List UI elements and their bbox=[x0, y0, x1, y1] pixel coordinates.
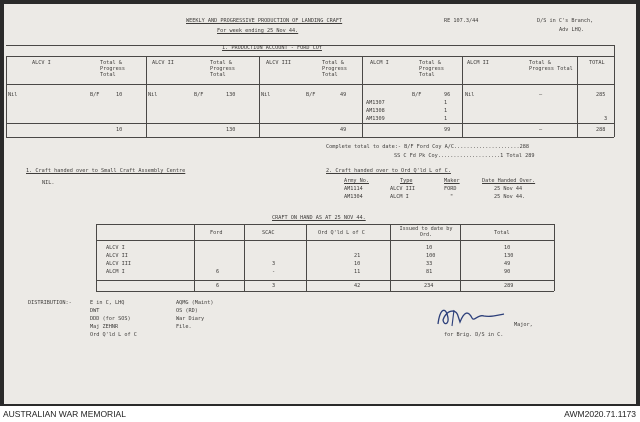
hand-scac: 3 bbox=[272, 261, 276, 267]
hand-rule bbox=[460, 224, 461, 291]
hdr-total-5: Total & Progress Total bbox=[529, 60, 573, 72]
hdr-alcm2: ALCM II bbox=[467, 60, 489, 66]
hand-rule bbox=[306, 224, 307, 291]
doc-title: WEEKLY AND PROGRESSIVE PRODUCTION OF LANDING CRAFT bbox=[186, 18, 343, 24]
dist-item: DWT bbox=[90, 308, 100, 314]
tot-c6: 49 bbox=[340, 127, 347, 133]
hand-total: 10 bbox=[504, 245, 511, 251]
hdr-total-4: Total & Progress Total bbox=[419, 60, 444, 78]
r1-alcv1: Nil bbox=[8, 92, 18, 98]
doc-ref: RE 107.3/44 bbox=[444, 18, 479, 24]
hand-ord: 10 bbox=[354, 261, 361, 267]
sign-rank: Major, bbox=[514, 322, 533, 328]
dist-item: OS (RD) bbox=[176, 308, 198, 314]
alcm-code: AM1309 bbox=[366, 116, 385, 122]
ord-row-type: ALCV III bbox=[390, 186, 415, 192]
dist-item: AQMG (Maint) bbox=[176, 300, 214, 306]
hand-rule bbox=[96, 280, 554, 281]
hand-grand-total: 289 bbox=[504, 283, 514, 289]
footer-accession: AWM2020.71.1173 bbox=[564, 409, 636, 419]
table1-col-rule bbox=[146, 56, 147, 137]
table1-body-rule bbox=[6, 84, 614, 85]
hand-ord-total: 42 bbox=[354, 283, 361, 289]
table1-total-rule bbox=[6, 123, 614, 124]
hdr-total: TOTAL bbox=[589, 60, 605, 66]
alcm-extra-total: 3 bbox=[604, 116, 608, 122]
hand-scac-total: 3 bbox=[272, 283, 276, 289]
hand-total: 49 bbox=[504, 261, 511, 267]
alcm-count: 1 bbox=[444, 116, 448, 122]
hand-type: ALCM I bbox=[106, 269, 125, 275]
dist-item: War Diary bbox=[176, 316, 205, 322]
ord-row-maker: FORD bbox=[444, 186, 457, 192]
doc-from-line2: Adv LHQ. bbox=[559, 27, 584, 33]
table1-col-rule bbox=[614, 45, 615, 137]
section1-heading: 1. PRODUCTION ACCOUNT - FORD COY bbox=[222, 45, 322, 51]
hdr-total-2: Total & Progress Total bbox=[210, 60, 235, 78]
hand-rule bbox=[96, 224, 554, 225]
hand-issued-total: 234 bbox=[424, 283, 434, 289]
hand-ord: 21 bbox=[354, 253, 361, 259]
hand-rule bbox=[194, 224, 195, 291]
ord-col-type: Type bbox=[400, 178, 413, 184]
doc-from-line1: D/S in C's Branch, bbox=[537, 18, 594, 24]
r1-val3: 49 bbox=[340, 92, 347, 98]
hand-rule bbox=[96, 291, 554, 292]
hand-issued: 33 bbox=[426, 261, 433, 267]
alcm-code: AM1308 bbox=[366, 108, 385, 114]
distribution-label: DISTRIBUTION:- bbox=[28, 300, 72, 306]
table1-col-rule bbox=[6, 56, 7, 137]
tot-c8: 99 bbox=[444, 127, 451, 133]
doc-subtitle: For week ending 25 Nov 44. bbox=[217, 28, 299, 34]
r1-total: 285 bbox=[596, 92, 606, 98]
tot-c2: 10 bbox=[116, 127, 123, 133]
hand-issued: 81 bbox=[426, 269, 433, 275]
ord-row-army: AM1304 bbox=[344, 194, 363, 200]
hand-ford-total: 6 bbox=[216, 283, 220, 289]
hand-heading: CRAFT ON HAND AS AT 25 NOV 44. bbox=[272, 215, 366, 221]
tot-c4: 130 bbox=[226, 127, 236, 133]
r1-alcv2: Nil bbox=[148, 92, 158, 98]
table1-col-rule bbox=[577, 56, 578, 137]
alcm-count: 1 bbox=[444, 100, 448, 106]
signature bbox=[434, 304, 514, 330]
table1-col-rule bbox=[259, 56, 260, 137]
hand-rule bbox=[390, 224, 391, 291]
r1-bf4: B/F bbox=[412, 92, 422, 98]
hdr-total-1: Total & Progress Total bbox=[100, 60, 125, 78]
ord-row-army: AM1114 bbox=[344, 186, 363, 192]
complete-line-2: SS C Fd Pk Coy....................1 Total 289 bbox=[394, 153, 535, 159]
hand-col-total: Total bbox=[494, 230, 510, 236]
hand-rule bbox=[96, 240, 554, 241]
footer-institution: AUSTRALIAN WAR MEMORIAL bbox=[3, 409, 126, 419]
ord-heading: 2. Craft handed over to Ord Q'ld L of C. bbox=[326, 168, 451, 174]
document-page bbox=[4, 4, 636, 404]
r1-alcv3: Nil bbox=[261, 92, 271, 98]
ord-row-date: 25 Nov 44. bbox=[494, 194, 526, 200]
tot-c11: 288 bbox=[596, 127, 606, 133]
scac-value: NIL. bbox=[42, 180, 55, 186]
hand-rule bbox=[244, 224, 245, 291]
sign-for: for Brig. D/S in C. bbox=[444, 332, 504, 338]
hand-ford: 6 bbox=[216, 269, 220, 275]
dist-item: E in C, LHQ bbox=[90, 300, 125, 306]
complete-line-1: Complete total to date:- B/F Ford Coy A/C.....................288 bbox=[326, 144, 530, 150]
hand-issued: 10 bbox=[426, 245, 433, 251]
ord-row-maker: " bbox=[450, 194, 454, 200]
dist-item: DDD (for SOS) bbox=[90, 316, 131, 322]
dist-item: Maj ZEHNR bbox=[90, 324, 119, 330]
r1-bf1: B/F bbox=[90, 92, 100, 98]
table1-col-rule bbox=[462, 56, 463, 137]
tot-c10: — bbox=[539, 127, 543, 133]
alcm-count: 1 bbox=[444, 108, 448, 114]
hand-ord: 11 bbox=[354, 269, 361, 275]
ord-col-date: Date Handed Over. bbox=[482, 178, 536, 184]
hand-type: ALCV I bbox=[106, 245, 125, 251]
hand-issued: 100 bbox=[426, 253, 436, 259]
scac-heading: 1. Craft handed over to Small Craft Assembly Centre bbox=[26, 168, 186, 174]
hdr-alcv1: ALCV I bbox=[32, 60, 51, 66]
hand-col-scac: SCAC bbox=[262, 230, 275, 236]
r1-alcm2: Nil bbox=[465, 92, 475, 98]
hdr-alcv2: ALCV II bbox=[152, 60, 174, 66]
ord-col-maker: Maker bbox=[444, 178, 460, 184]
hand-rule bbox=[96, 224, 97, 291]
r1-val4: 96 bbox=[444, 92, 451, 98]
ord-col-army: Army No. bbox=[344, 178, 369, 184]
hand-rule bbox=[554, 224, 555, 291]
hand-col-issued: Issued to date by Ord. bbox=[399, 226, 453, 238]
archive-footer bbox=[0, 406, 640, 422]
r1-bf2: B/F bbox=[194, 92, 204, 98]
table1-col-rule bbox=[362, 56, 363, 137]
ord-row-date: 25 Nov 44 bbox=[494, 186, 523, 192]
table1-bottom-rule bbox=[6, 137, 614, 138]
table1-header-rule bbox=[6, 56, 614, 57]
dist-item: Ord Q'ld L of C bbox=[90, 332, 137, 338]
hand-total: 130 bbox=[504, 253, 514, 259]
r1-bf3: B/F bbox=[306, 92, 316, 98]
alcm-code: AM1307 bbox=[366, 100, 385, 106]
hand-col-ford: Ford bbox=[210, 230, 223, 236]
r1-val2: 130 bbox=[226, 92, 236, 98]
r1-val1: 10 bbox=[116, 92, 123, 98]
hand-col-ord: Ord Q'ld L of C bbox=[318, 230, 365, 236]
hdr-alcm1: ALCM I bbox=[370, 60, 389, 66]
hand-type: ALCV III bbox=[106, 261, 131, 267]
ord-row-type: ALCM I bbox=[390, 194, 409, 200]
hand-scac: - bbox=[272, 269, 276, 275]
hand-total: 90 bbox=[504, 269, 511, 275]
hdr-alcv3: ALCV III bbox=[266, 60, 291, 66]
hand-type: ALCV II bbox=[106, 253, 128, 259]
dist-item: File. bbox=[176, 324, 192, 330]
r1-dash: — bbox=[539, 92, 543, 98]
hdr-total-3: Total & Progress Total bbox=[322, 60, 347, 78]
